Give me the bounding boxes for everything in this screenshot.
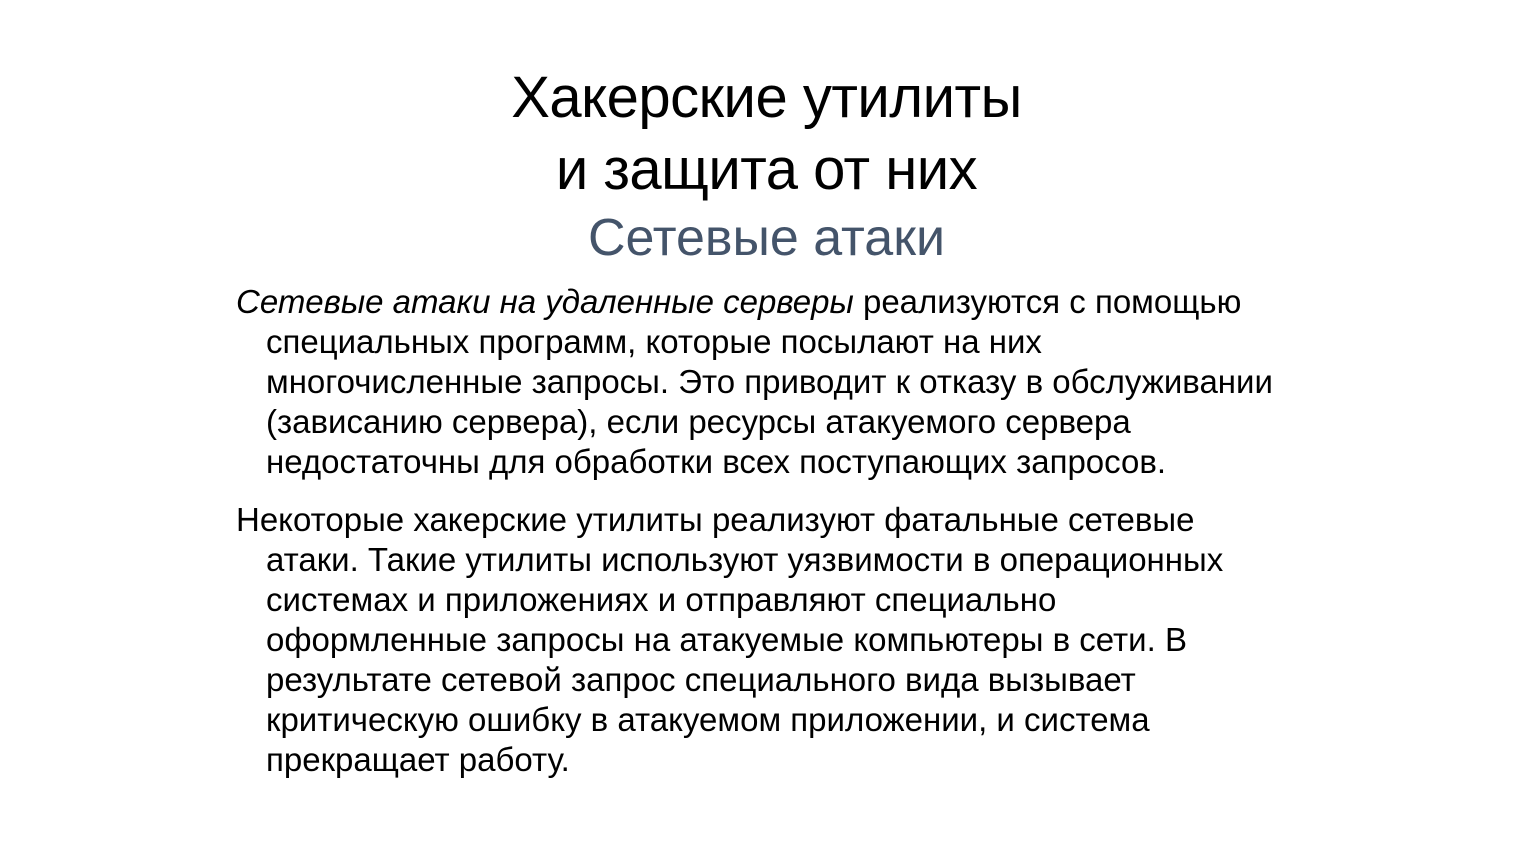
slide-body bbox=[236, 282, 1276, 798]
paragraph-text: Некоторые хакерские утилиты реализуют фатальные сетевые атаки. Такие утилиты используют уязвимости в операционных системах и приложениях и отправляют специально оформленные запросы на атакуемые компьютеры в сети. В результате сетевой запрос специального вида вызывает критическую ошибку в атакуемом приложении, и система прекращает работу. bbox=[236, 501, 1224, 778]
paragraph-network-attacks bbox=[236, 282, 1276, 482]
title-block bbox=[0, 62, 1533, 268]
slide-subtitle: Сетевые атаки bbox=[588, 209, 945, 267]
paragraph-fatal-attacks bbox=[236, 500, 1276, 780]
slide-title-line-1: Хакерские утилиты bbox=[511, 65, 1022, 130]
paragraph-emphasis: Сетевые атаки на удаленные серверы bbox=[236, 283, 854, 320]
paragraph-text: реализуются с помощью специальных программ, которые посылают на них многочисленные запросы. Это приводит к отказу в обслуживании (зависанию сервера), если ресурсы атакуемого сервера недостаточны для обработки всех поступающих запросов. bbox=[266, 283, 1273, 480]
slide-title-line-2: и защита от них bbox=[555, 137, 978, 202]
